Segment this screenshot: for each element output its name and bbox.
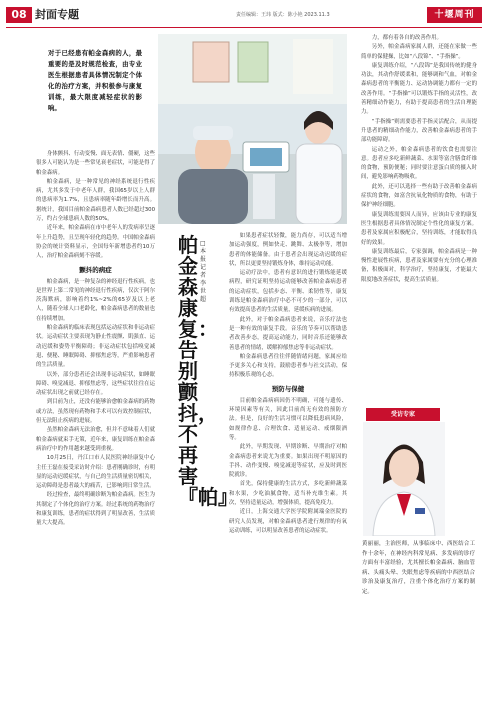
article-column-3	[361, 34, 477, 402]
article-column-1	[36, 150, 155, 690]
paragraph: 近日，上海交通大学医学院附属瑞金医院的研究人员发现，对帕金森病患者进行规律的有氧运动训练，可以明显改善患者的运动症状。	[229, 509, 347, 534]
paper-name: 十堰周刊	[427, 7, 482, 23]
paragraph: 经过检查，最终明确诊断为帕金森病。医生为其制定了个体化的治疗方案。经过系统的药物治疗和康复训练，患者的症状得到了明显改善，生活质量大大提高。	[36, 492, 155, 527]
paragraph: 首先，保持健康的生活方式，多吃新鲜蔬菜和水果，少吃油腻食物，适当补充维生素。其次，坚持适量运动，增强体质，提高免疫力。	[229, 481, 347, 507]
page-number: 08	[6, 7, 32, 23]
byline: □本报记者 李世超	[200, 240, 207, 303]
paragraph: 到目前为止，还没有能够治愈帕金森病的药物或方法，虽然现有药物和手术可以有效控制症状，但无法阻止疾病的进展。	[36, 399, 155, 425]
paragraph: 帕金森病患者往往伴随情绪问题，家属应给予更多关心和支持，鼓励患者参与社交活动，保持积极乐观的心态。	[229, 353, 347, 379]
lead-paragraph: 对于已经患有帕金森病的人，最重要的是及时规范检查，由专业医生根据患者具体情况制定个体化的治疗方案，并积极参与康复训练，最大限度减轻症状的影响。	[48, 49, 142, 112]
paragraph: 以外，部分患者还会出现非运动症状，如睡眠障碍、嗅觉减退、抑郁焦虑等，这些症状往往在运动症状出现之前就已经存在。	[36, 371, 155, 397]
paragraph: 身体颤抖、行动变慢、面无表情、僵硬，这些很多人可能认为是一些常见衰老症状，可能是得了帕金森病。	[36, 151, 155, 176]
subheading: 颤抖的病症	[79, 265, 112, 274]
paragraph: 10月25日，丹江口市人民医院神经康复中心主任王磊在接受采访时介绍：患者刚确诊时，有明显的运动迟缓症状，与自己的生活质量密切相关，运动障碍是患者最大的痛苦，已影响到日常生活。	[36, 455, 155, 490]
paragraph: 康复训练最后，专家强调，帕金森病是一种慢性进展性疾病，患者及家属要有充分的心理准备，积极面对，科学治疗，坚持康复，才能最大限度地改善症状，提高生活质量。	[361, 248, 477, 283]
doctor-portrait	[363, 422, 445, 536]
paragraph: 此外，对于帕金森病患者来说，音乐疗法也是一种有效的康复手段。音乐的节奏可以帮助患者改善步态，提高运动能力，同时音乐还能够改善患者的情绪，缓解抑郁焦虑等非运动症状。	[229, 316, 347, 351]
paragraph: 虽然帕金森病无法治愈，但并不意味着人们就帕金森病就束手无策，近年来，康复训练在帕金森病治疗中的作用越来越受到重视。	[36, 427, 155, 452]
paragraph: 帕金森病，是一种复杂的神经退行性疾病，也是世界上第二常见的神经退行性疾病，仅次于阿尔茨海默病，影响着约1%~2%的65岁及以上老人，随着全球人口老龄化，帕金森病患者的数量也在持续增加。	[36, 278, 155, 322]
paragraph: 另外，帕金森病家属人群，还能在家做一些简单的保健操，比如“八段锦”、“手指操”。	[361, 44, 477, 60]
paragraph: 帕金森病的临床表现包括运动症状和非运动症状。运动症状主要表现为静止性震颤、肌强直、运动迟缓和姿势平衡障碍；非运动症状包括嗅觉减退、便秘、睡眠障碍、抑郁焦虑等，严重影响患者的生活质量。	[36, 325, 155, 369]
expert-tag: 受访专家	[366, 408, 440, 421]
page-header	[0, 0, 488, 26]
paragraph: “手指操”则需要患者手指灵活配合，从而提升患者的精细动作能力，改善帕金森病患者的手部功能障碍。	[361, 118, 477, 144]
paragraph: 近年来，帕金森病在市中老年人的发病率呈逐年上升趋势，且呈现年轻化的趋势。中国帕金森病协会的统计资料显示，全国每年新增患者约10万人，治疗帕金森病刻不容缓。	[36, 225, 155, 260]
article-column-2	[229, 232, 347, 692]
section-title: 封面专题	[35, 8, 79, 21]
paragraph: 康复训练介绍，“八段锦”是我国传统的健身功法，其动作舒缓柔和，能够调和气血，对帕金森病患者的平衡能力、运动协调能力都有一定的改善作用。“手指操”可以锻炼手指的灵活性，改善精细动作能力，有助于提高患者的生活自理能力。	[361, 62, 477, 116]
paragraph: 此外，早期发现、早期诊断、早期治疗对帕金森病患者来说尤为重要。如果出现不明原因的手抖、动作变慢、嗅觉减退等症状，应及时到医院就诊。	[229, 444, 347, 479]
editor-meta: 责任编辑：王玮 版式：陈小艳 2023.11.3	[236, 12, 330, 18]
doctor-bio: 黄丽丽，主治医师，从事临床中、西医结合工作十余年，在神经内科常见病、多发病的诊疗方面有丰富经验，尤其擅长帕金森病、脑血管病、头痛头晕、失眠焦虑等疾病的中西医结合诊治及康复治疗，注重个体化治疗方案的制定。	[362, 541, 475, 595]
paragraph: 帕金森病，是一种常见的神经系统退行性疾病，尤其多发于中老年人群，我国65岁以上人群的患病率为1.7%，且患病率随年龄增长而升高。据统计，我国目前帕金森病患者人数已经超过300万，约占全球患病人数的50%。	[36, 178, 155, 223]
header-rule	[6, 27, 482, 28]
article-title: 帕金森康复：告别颤抖，不再害『帕』	[178, 233, 238, 509]
subheading: 预防与保健	[271, 384, 305, 393]
paragraph: 运动之外，帕金森病患者的饮食也需要注意。患者应多吃新鲜蔬菜、水果等富含膳食纤维的食物，预防便秘；同时要注意蛋白质的摄入时间，避免影响药物吸收。	[361, 146, 477, 181]
paragraph: 目前帕金森病病因仍不明确，可能与遗传、环境因素等有关，因此目前尚无有效的预防方法。但是，良好的生活习惯可以降低患病风险，如规律作息、合理饮食、适量运动、戒烟限酒等。	[229, 397, 347, 441]
rehab-photo	[158, 34, 347, 224]
paragraph: 康复训练需要因人而异，应该由专业的康复医生根据患者具体情况制定个性化的康复方案。患者及家属应积极配合，坚持训练，才能取得良好的效果。	[361, 211, 477, 246]
paragraph: 力，都有着各自的改善作用。	[371, 35, 442, 41]
paragraph: 此外，还可以选择一些有助于改善帕金森病症状的食物，如富含抗氧化物质的食物，有助于保护神经细胞。	[361, 183, 477, 209]
paragraph: 如果患者症状轻微，能力尚存，可以适当增加运动强度，例如快走、跳舞、太极拳等，增加患者的体能储备。由于患者会出现运动迟缓的症状，所以更要坚持锻炼身体，维持运动功能。	[229, 233, 347, 267]
paragraph: 运动疗法中，患者有意识的进行锻炼能延缓病程，研究证明坚持运动能够改善帕金森病患者的运动症状，包括步态、平衡、柔韧性等，康复训练是帕金森病治疗中必不可少的一部分，可以有效提高患者的生活质量，延缓疾病的进展。	[229, 270, 347, 314]
